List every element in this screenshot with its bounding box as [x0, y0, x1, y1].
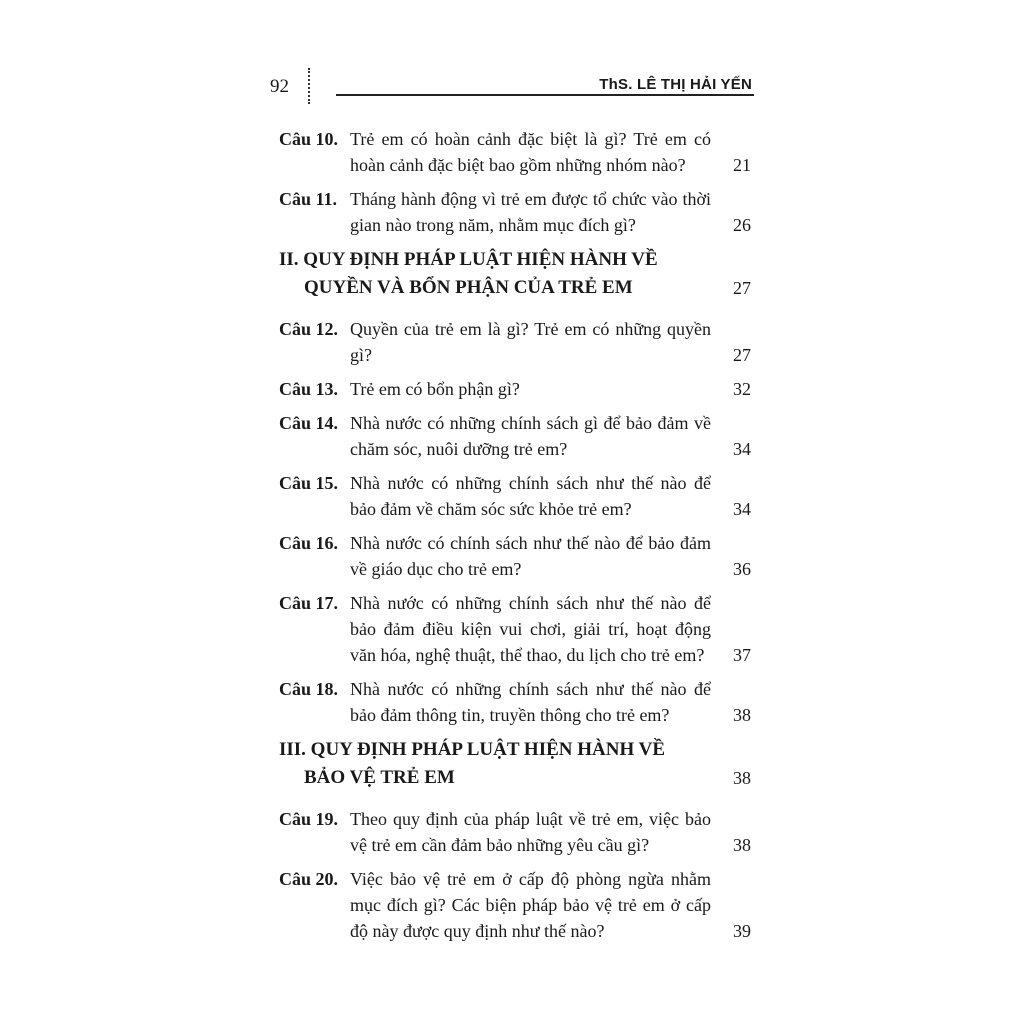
- author-name: ThS. LÊ THỊ HẢI YẾN: [599, 76, 752, 93]
- toc-entry-cau-14: [279, 410, 751, 462]
- toc-entry-text: Theo quy định của pháp luật về trẻ em, việc bảo vệ trẻ em cần đảm bảo những yêu cầu gì?: [350, 809, 711, 855]
- toc-entry-text: Trẻ em có bổn phận gì?: [350, 379, 520, 399]
- toc-section-ii: [279, 246, 751, 302]
- section-page: 38: [733, 768, 751, 788]
- toc-entry-label: Câu 17.: [279, 593, 339, 613]
- toc-entry-cau-20: [279, 866, 751, 944]
- header-rule: [336, 94, 754, 96]
- section-heading-line-1: III. QUY ĐỊNH PHÁP LUẬT HIỆN HÀNH VỀ: [279, 739, 666, 760]
- toc-entry-text: Việc bảo vệ trẻ em ở cấp độ phòng ngừa nhằm mục đích gì? Các biện pháp bảo vệ trẻ em ở cấp độ này được quy định như thế nào?: [350, 869, 711, 941]
- toc-entry-label: Câu 14.: [279, 413, 339, 433]
- section-heading: [279, 736, 721, 792]
- toc-entry-cau-16: [279, 530, 751, 582]
- toc-entry-cau-15: [279, 470, 751, 522]
- toc-entry-page: 37: [733, 645, 751, 665]
- toc-entry-text: Quyền của trẻ em là gì? Trẻ em có những quyền gì?: [350, 319, 711, 365]
- toc-entry-text: Nhà nước có những chính sách như thế nào để bảo đảm về chăm sóc sức khỏe trẻ em?: [350, 473, 711, 519]
- toc-entry-cau-19: [279, 806, 751, 858]
- toc-entry-cau-10: [279, 126, 751, 178]
- toc-section-iii: [279, 736, 751, 792]
- header-separator: [308, 68, 310, 104]
- page-number: 92: [270, 76, 289, 97]
- toc-entry-text: Trẻ em có hoàn cảnh đặc biệt là gì? Trẻ em có hoàn cảnh đặc biệt bao gồm những nhóm nào?: [350, 129, 711, 175]
- toc-entry-page: 38: [733, 705, 751, 725]
- toc-entry-cau-13: [279, 376, 751, 402]
- toc-entry-label: Câu 13.: [279, 379, 339, 399]
- toc-entry-page: 34: [733, 439, 751, 459]
- section-heading-line-2: BẢO VỆ TRẺ EM: [304, 767, 455, 788]
- section-page: 27: [733, 278, 751, 298]
- toc-entry-page: 27: [733, 345, 751, 365]
- toc-entry-page: 21: [733, 155, 751, 175]
- toc-entry-label: Câu 11.: [279, 189, 338, 209]
- toc-entry-page: 38: [733, 835, 751, 855]
- toc-entry-label: Câu 19.: [279, 809, 339, 829]
- running-header: [270, 64, 754, 104]
- toc-entry-page: 36: [733, 559, 751, 579]
- toc-entry-text: Nhà nước có những chính sách như thế nào để bảo đảm thông tin, truyền thông cho trẻ em?: [350, 679, 711, 725]
- toc-entry-label: Câu 15.: [279, 473, 339, 493]
- toc-entry-text: Nhà nước có những chính sách gì để bảo đảm về chăm sóc, nuôi dưỡng trẻ em?: [350, 413, 711, 459]
- toc-entry-text: Tháng hành động vì trẻ em được tổ chức vào thời gian nào trong năm, nhằm mục đích gì?: [350, 189, 711, 235]
- toc-entry-cau-12: [279, 316, 751, 368]
- toc-entry-label: Câu 10.: [279, 129, 339, 149]
- toc-entry-page: 34: [733, 499, 751, 519]
- toc-entry-label: Câu 20.: [279, 869, 339, 889]
- toc-entry-text: Nhà nước có chính sách như thế nào để bảo đảm về giáo dục cho trẻ em?: [350, 533, 711, 579]
- toc-entry-cau-11: [279, 186, 751, 238]
- toc-entry-text: Nhà nước có những chính sách như thế nào để bảo đảm điều kiện vui chơi, giải trí, hoạt động văn hóa, nghệ thuật, thể thao, du lịch cho trẻ em?: [350, 593, 711, 665]
- toc-entry-label: Câu 18.: [279, 679, 339, 699]
- toc-entry-page: 39: [733, 921, 751, 941]
- toc-entry-cau-17: [279, 590, 751, 668]
- table-of-contents: [279, 126, 751, 952]
- section-heading: [279, 246, 721, 302]
- toc-entry-label: Câu 16.: [279, 533, 339, 553]
- section-heading-line-1: II. QUY ĐỊNH PHÁP LUẬT HIỆN HÀNH VỀ: [279, 249, 658, 270]
- section-heading-line-2: QUYỀN VÀ BỔN PHẬN CỦA TRẺ EM: [304, 277, 633, 298]
- toc-entry-page: 32: [733, 379, 751, 399]
- toc-entry-page: 26: [733, 215, 751, 235]
- toc-entry-cau-18: [279, 676, 751, 728]
- toc-entry-label: Câu 12.: [279, 319, 339, 339]
